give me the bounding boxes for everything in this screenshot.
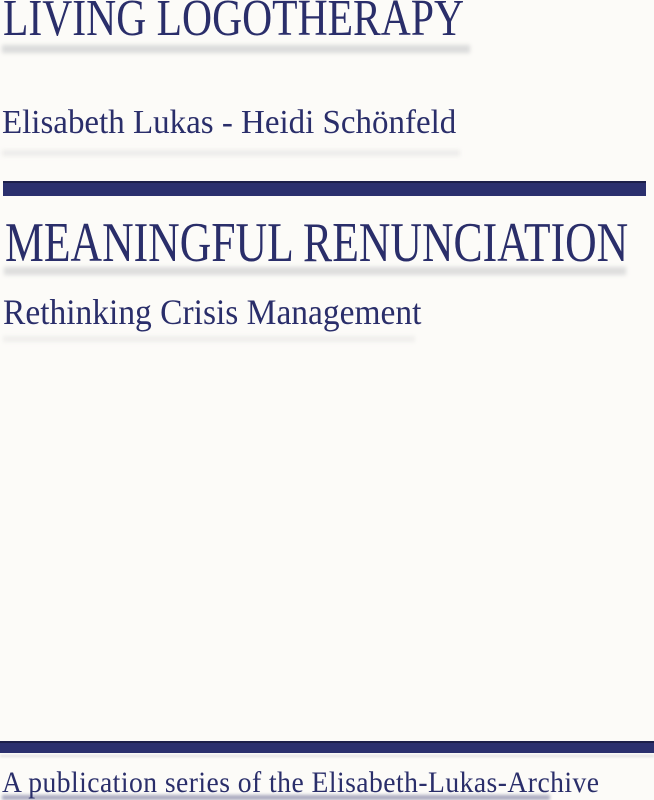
series-title: LIVING LOGOTHERAPY (3, 0, 465, 47)
print-ghost-artifact (3, 336, 415, 342)
authors-line: Elisabeth Lukas - Heidi Schönfeld (2, 104, 457, 141)
subtitle: Rethinking Crisis Management (3, 292, 422, 332)
publisher-series-line: A publication series of the Elisabeth-Lukas-Archive (2, 766, 600, 799)
divider-bar-top (3, 181, 646, 196)
print-ghost-artifact (2, 150, 460, 156)
print-ghost-artifact (0, 755, 654, 757)
divider-bar-bottom (0, 741, 654, 753)
main-title: MEANINGFUL RENUNCIATION (5, 212, 629, 274)
